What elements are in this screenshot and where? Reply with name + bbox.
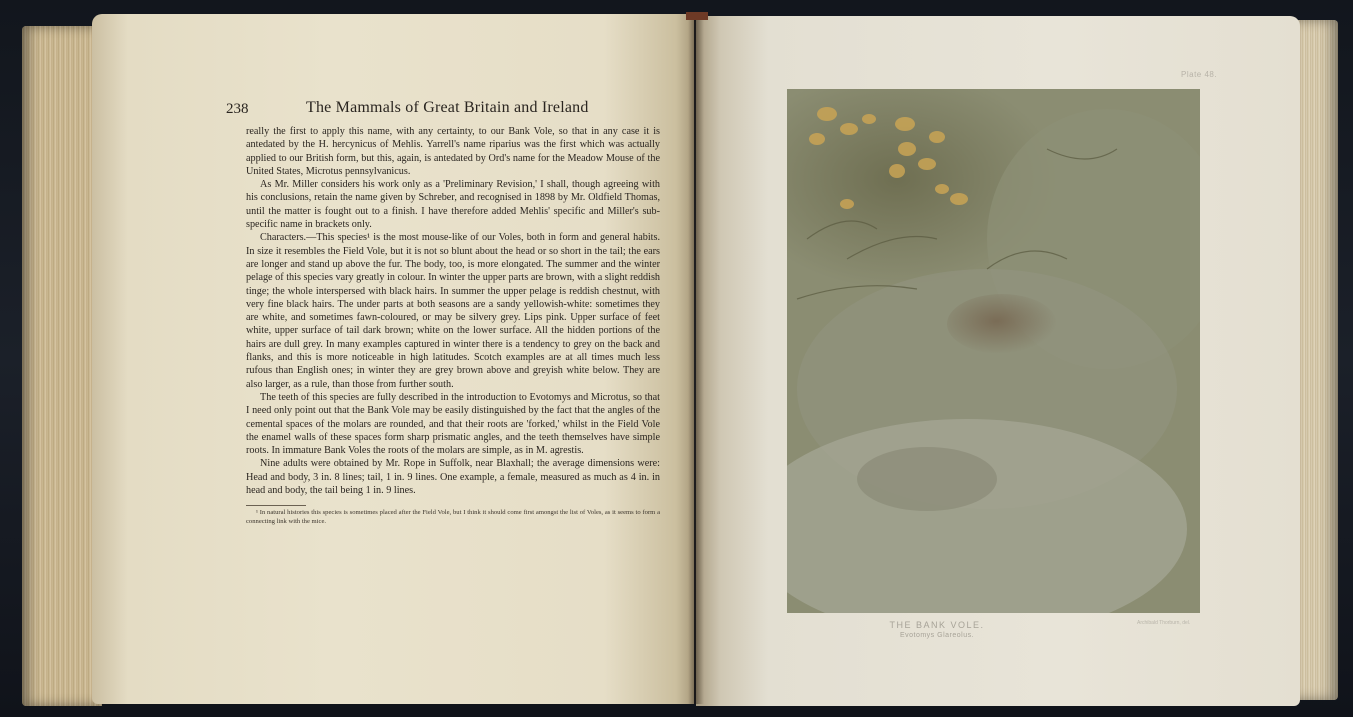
vole-figure (947, 294, 1057, 354)
paragraph: Nine adults were obtained by Mr. Rope in Suffolk, near Blaxhall; the average dimensions were: Head and body, 3 in. 8 lines; tail, 1 in. 9 lines. One example, a female, measured as much as 4 in. in head and body, the tail being 1 in. 9 lines. (246, 458, 660, 497)
book-gutter (688, 14, 704, 704)
spine-headband (686, 12, 708, 20)
footnote: ¹ In natural histories this species is sometimes placed after the Field Vole, but I think it should come first amongst the list of Voles, as it seems to form a connecting link with the mice. (246, 509, 660, 525)
plate-caption (787, 620, 1087, 639)
plate-number: Plate 48. (1181, 70, 1218, 79)
page-header (226, 99, 660, 123)
right-page-edges (1296, 20, 1338, 700)
page-number: 238 (226, 101, 249, 117)
left-page-edges (22, 26, 102, 706)
paragraph: The teeth of this species are fully described in the introduction to Evotomys and Microtus, so that I need only point out that the Bank Vole may be easily distinguished by the fact that the angles of the cemental spaces of the molars are rounded, and that their roots are 'forked,' whilst in the Field Vole the enamel walls of these spaces form sharp prismatic angles, and the teeth themselves have simple roots. In immature Bank Voles the roots of the molars are simple, as in M. agrestis. (246, 391, 660, 457)
artist-credit: Archibald Thorburn, del. (1137, 620, 1191, 626)
paragraph: really the first to apply this name, with any certainty, to our Bank Vole, so that in any case it is antedated by the H. hercynicus of Mehlis. Yarrell's name riparius was the first which was actually applied to our British form, but this, again, is antedated by Ord's name for the Meadow Mouse of the United States, Microtus pennsylvanicus. (246, 126, 660, 177)
illustration-artwork (787, 89, 1200, 613)
running-head: The Mammals of Great Britain and Ireland (306, 99, 589, 116)
caption-title: THE BANK VOLE. (889, 620, 985, 630)
caption-subtitle: Evotomys Glareolus. (899, 632, 975, 639)
paragraph: Characters.—This species¹ is the most mouse-like of our Voles, both in form and general habits. In size it resembles the Field Vole, but it is not so blunt about the head or so short in the tail; the ears are longer and stand up above the fur. The body, too, is more elongated. The summer and the winter pelage of this species vary greatly in colour. In winter the upper parts are brown, with a slight reddish tinge; the whole interspersed with black hairs. In summer the upper pelage is reddish chestnut, with very fine black hairs. The under parts at both seasons are a sandy yellowish-white: sometimes they are white, and sometimes fawn-coloured, or may be silvery grey. Lips pink. Upper surface of feet white, upper surface of tail dark brown; white on the lower surface. All the hidden portions of the hairs are dull grey. In many examples captured in winter there is a tendency to grey on the back and flanks, and this is more noticeable in high latitudes. Scotch examples are at all times much less rufous than English ones; in winter they are grey brown above and greyish white below. They are also larger, as a rule, than those from further south. (246, 232, 660, 390)
paragraph: As Mr. Miller considers his work only as a 'Preliminary Revision,' I shall, though agreeing with his conclusions, retain the name given by Schreber, and recognised in 1898 by Mr. Oldfield Thomas, until the matter is fought out to a finish. I have therefore added Mehlis' specific and Miller's sub-specific name in brackets only. (246, 179, 660, 231)
left-page-text (226, 99, 660, 526)
bank-vole-illustration (787, 89, 1200, 613)
footnote-divider (246, 505, 306, 506)
